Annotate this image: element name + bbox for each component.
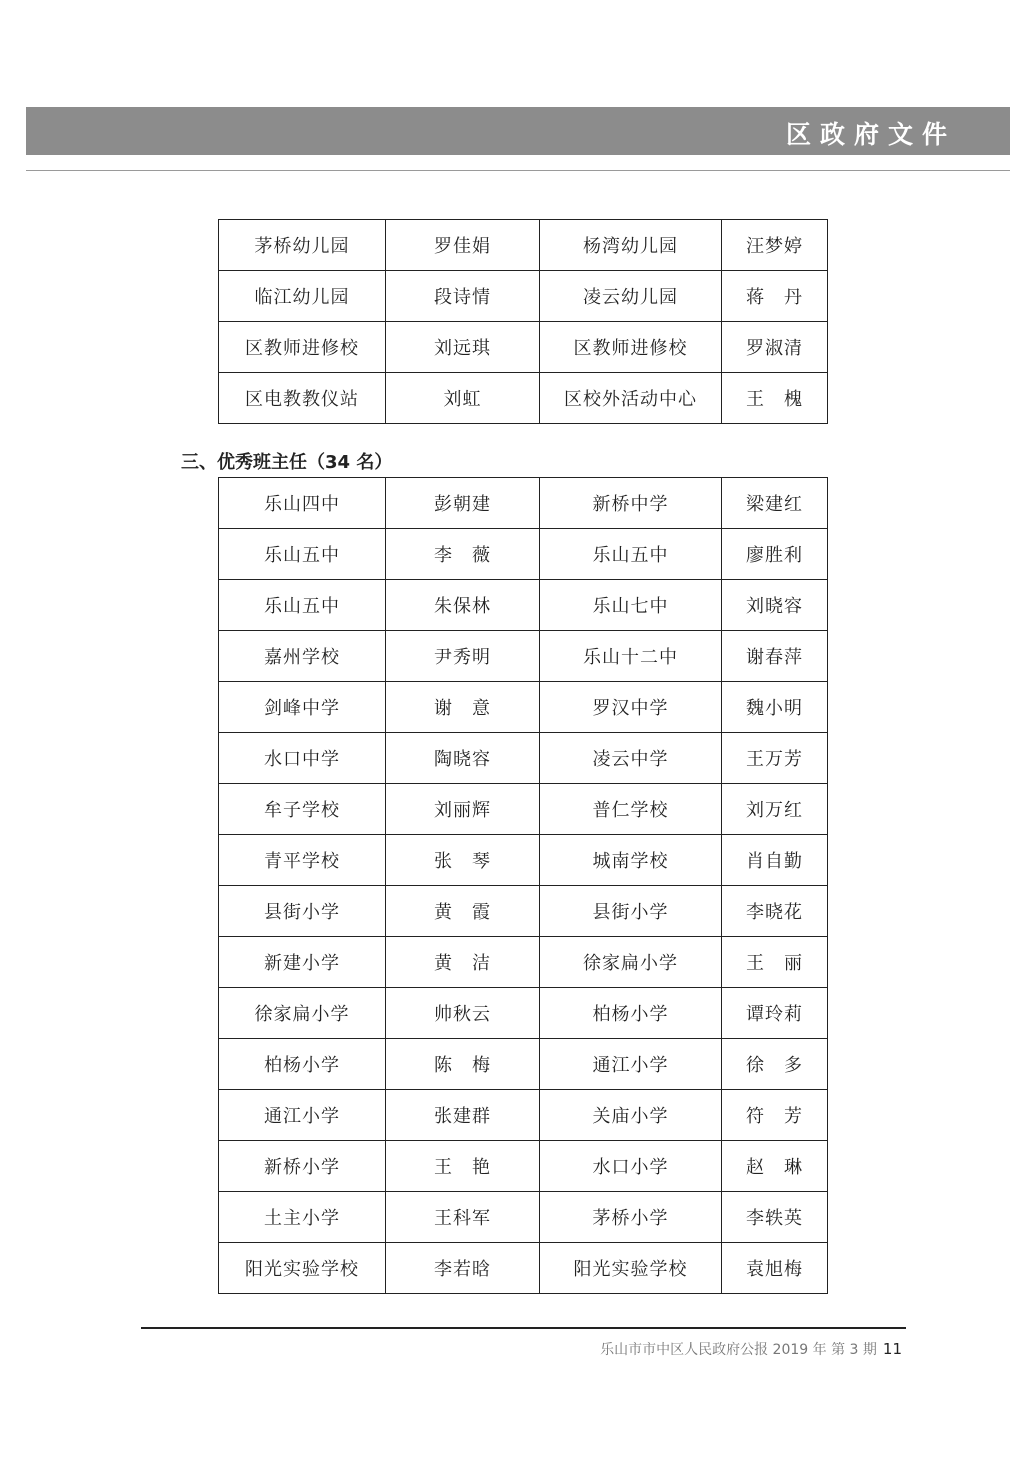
teacher-name-cell: 王科军 [386, 1192, 540, 1243]
teacher-name-cell: 罗佳娟 [386, 220, 540, 271]
teacher-name-cell: 廖胜利 [722, 529, 828, 580]
school-cell: 区教师进修校 [540, 322, 722, 373]
school-cell: 乐山七中 [540, 580, 722, 631]
award-table-class-teachers [218, 477, 828, 1294]
teacher-name-cell: 徐 多 [722, 1039, 828, 1090]
school-cell: 区电教教仪站 [219, 373, 386, 424]
school-cell: 普仁学校 [540, 784, 722, 835]
table-row [219, 1141, 828, 1192]
school-cell: 区教师进修校 [219, 322, 386, 373]
school-cell: 柏杨小学 [540, 988, 722, 1039]
school-cell: 剑峰中学 [219, 682, 386, 733]
teacher-name-cell: 彭朝建 [386, 478, 540, 529]
teacher-name-cell: 罗淑清 [722, 322, 828, 373]
teacher-name-cell: 段诗情 [386, 271, 540, 322]
teacher-name-cell: 刘丽辉 [386, 784, 540, 835]
school-cell: 茅桥幼儿园 [219, 220, 386, 271]
school-cell: 通江小学 [219, 1090, 386, 1141]
header-title: 区政府文件 [785, 120, 956, 149]
school-cell: 牟子学校 [219, 784, 386, 835]
table-row [219, 529, 828, 580]
school-cell: 阳光实验学校 [219, 1243, 386, 1294]
teacher-name-cell: 汪梦婷 [722, 220, 828, 271]
teacher-name-cell: 蒋 丹 [722, 271, 828, 322]
school-cell: 青平学校 [219, 835, 386, 886]
table-row [219, 682, 828, 733]
school-cell: 柏杨小学 [219, 1039, 386, 1090]
teacher-name-cell: 张建群 [386, 1090, 540, 1141]
teacher-name-cell: 李 薇 [386, 529, 540, 580]
table-row [219, 733, 828, 784]
teacher-name-cell: 王万芳 [722, 733, 828, 784]
teacher-name-cell: 刘虹 [386, 373, 540, 424]
teacher-name-cell: 黄 洁 [386, 937, 540, 988]
school-cell: 嘉州学校 [219, 631, 386, 682]
page-number: 11 [882, 1340, 902, 1358]
header-banner [26, 107, 1010, 155]
table-row [219, 271, 828, 322]
table-row [219, 631, 828, 682]
school-cell: 徐家扁小学 [540, 937, 722, 988]
footer-divider [141, 1327, 906, 1329]
teacher-name-cell: 黄 霞 [386, 886, 540, 937]
school-cell: 关庙小学 [540, 1090, 722, 1141]
school-cell: 乐山十二中 [540, 631, 722, 682]
school-cell: 水口中学 [219, 733, 386, 784]
teacher-name-cell: 朱保林 [386, 580, 540, 631]
table-row [219, 478, 828, 529]
teacher-name-cell: 梁建红 [722, 478, 828, 529]
school-cell: 乐山五中 [540, 529, 722, 580]
teacher-name-cell: 王 艳 [386, 1141, 540, 1192]
footer [600, 1339, 902, 1359]
section-heading: 三、优秀班主任（34 名） [181, 452, 393, 473]
table-row [219, 1090, 828, 1141]
footer-publication: 乐山市市中区人民政府公报 2019 年 第 3 期 [600, 1342, 877, 1358]
teacher-name-cell: 刘万红 [722, 784, 828, 835]
table-row [219, 1039, 828, 1090]
school-cell: 通江小学 [540, 1039, 722, 1090]
header-divider [26, 170, 1010, 171]
award-table-continued [218, 219, 828, 424]
teacher-name-cell: 谢春萍 [722, 631, 828, 682]
school-cell: 凌云中学 [540, 733, 722, 784]
school-cell: 罗汉中学 [540, 682, 722, 733]
teacher-name-cell: 王 丽 [722, 937, 828, 988]
table-row [219, 1243, 828, 1294]
teacher-name-cell: 张 琴 [386, 835, 540, 886]
teacher-name-cell: 尹秀明 [386, 631, 540, 682]
teacher-name-cell: 符 芳 [722, 1090, 828, 1141]
school-cell: 徐家扁小学 [219, 988, 386, 1039]
table-row [219, 1192, 828, 1243]
teacher-name-cell: 魏小明 [722, 682, 828, 733]
school-cell: 茅桥小学 [540, 1192, 722, 1243]
school-cell: 区校外活动中心 [540, 373, 722, 424]
school-cell: 临江幼儿园 [219, 271, 386, 322]
teacher-name-cell: 谭玲莉 [722, 988, 828, 1039]
school-cell: 县街小学 [219, 886, 386, 937]
teacher-name-cell: 陈 梅 [386, 1039, 540, 1090]
school-cell: 新建小学 [219, 937, 386, 988]
school-cell: 土主小学 [219, 1192, 386, 1243]
teacher-name-cell: 刘远琪 [386, 322, 540, 373]
teacher-name-cell: 王 槐 [722, 373, 828, 424]
table-row [219, 322, 828, 373]
teacher-name-cell: 帅秋云 [386, 988, 540, 1039]
school-cell: 新桥中学 [540, 478, 722, 529]
teacher-name-cell: 袁旭梅 [722, 1243, 828, 1294]
school-cell: 县街小学 [540, 886, 722, 937]
table-row [219, 937, 828, 988]
school-cell: 新桥小学 [219, 1141, 386, 1192]
school-cell: 杨湾幼儿园 [540, 220, 722, 271]
teacher-name-cell: 谢 意 [386, 682, 540, 733]
table-row [219, 784, 828, 835]
teacher-name-cell: 刘晓容 [722, 580, 828, 631]
school-cell: 乐山五中 [219, 529, 386, 580]
teacher-name-cell: 陶晓容 [386, 733, 540, 784]
table-row [219, 988, 828, 1039]
table-row [219, 835, 828, 886]
table-row [219, 886, 828, 937]
school-cell: 水口小学 [540, 1141, 722, 1192]
school-cell: 阳光实验学校 [540, 1243, 722, 1294]
table-row [219, 373, 828, 424]
school-cell: 乐山四中 [219, 478, 386, 529]
table-row [219, 220, 828, 271]
teacher-name-cell: 李若晗 [386, 1243, 540, 1294]
table-row [219, 580, 828, 631]
school-cell: 凌云幼儿园 [540, 271, 722, 322]
teacher-name-cell: 李轶英 [722, 1192, 828, 1243]
school-cell: 城南学校 [540, 835, 722, 886]
award-table-class-teachers-body [219, 478, 828, 1294]
school-cell: 乐山五中 [219, 580, 386, 631]
teacher-name-cell: 李晓花 [722, 886, 828, 937]
award-table-continued-body [219, 220, 828, 424]
teacher-name-cell: 肖自勤 [722, 835, 828, 886]
teacher-name-cell: 赵 琳 [722, 1141, 828, 1192]
